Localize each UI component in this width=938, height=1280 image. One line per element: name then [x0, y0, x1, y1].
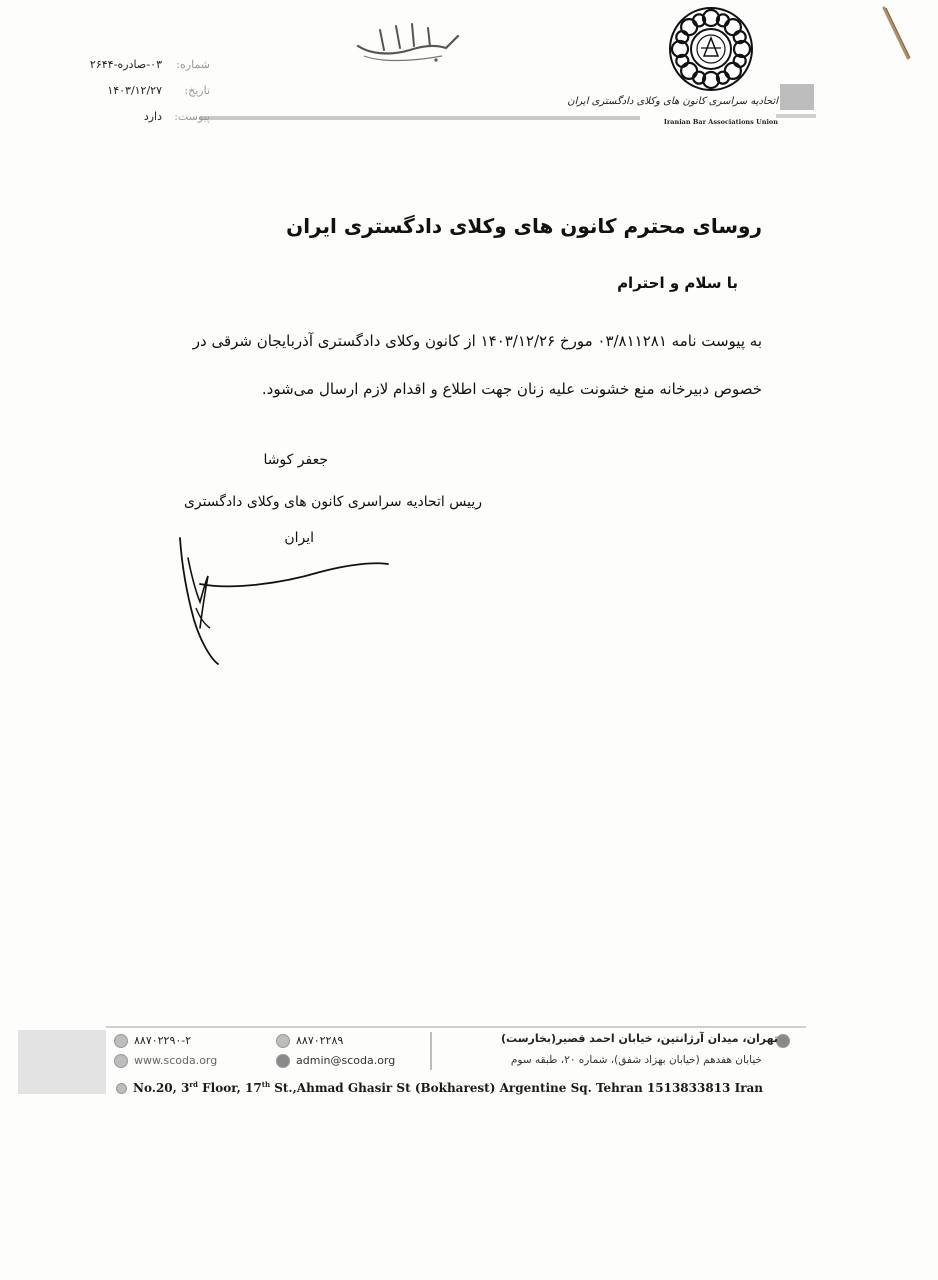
signer-name: جعفر کوشا: [263, 452, 328, 468]
footer-website: [114, 1054, 217, 1068]
address-en-part-1: No.20, 3: [133, 1081, 190, 1095]
footer-separator: [430, 1032, 432, 1070]
meta-date-label: تاریخ:: [184, 84, 210, 97]
seal-emblem-icon: [668, 6, 754, 92]
letter-greeting: با سلام و احترام: [617, 274, 738, 292]
handwritten-signature: [170, 528, 390, 668]
bismillah-calligraphy: [350, 16, 470, 66]
footer-email: [276, 1054, 395, 1068]
letter-body-line-1: به پیوست نامه ۰۳/۸۱۱۲۸۱ مورخ ۱۴۰۳/۱۲/۲۶ از کانون وکلای دادگستری آذربایجان شرقی در: [192, 332, 762, 350]
meta-number-value: ۰۳-صادره-۲۶۴۴: [89, 58, 162, 71]
address-en-part-3: St.,Ahmad Ghasir St (Bokharest) Argentine Sq. Tehran 1513833813 Iran: [270, 1081, 764, 1095]
globe-icon: [114, 1054, 128, 1068]
meta-number-row: [30, 58, 210, 84]
meta-date-row: [30, 84, 210, 110]
location-icon: [776, 1034, 790, 1048]
meta-date-value: ۱۴۰۳/۱۲/۲۷: [107, 84, 162, 97]
pen-mark-decoration: [876, 4, 916, 64]
meta-number-label: شماره:: [176, 58, 210, 71]
address-persian-line-2: خیابان هفدهم (خیابان بهزاد شفق)، شماره ۲۰، طبقه سوم: [510, 1054, 762, 1066]
letter-meta: [30, 58, 210, 136]
meta-attachment-row: [30, 110, 210, 136]
logo-caption-persian: اتحادیه سراسری کانون های وکلای دادگستری ایران: [567, 96, 778, 107]
address-en-sup-1: rd: [189, 1080, 198, 1089]
meta-attachment-value: دارد: [143, 110, 162, 123]
email-text: admin@scoda.org: [296, 1054, 396, 1067]
address-en-sup-2: th: [261, 1080, 271, 1089]
phone-number: ۸۸۷۰۲۲۸۹: [296, 1034, 344, 1047]
location-icon-small: [116, 1083, 127, 1094]
phone-icon: [276, 1034, 290, 1048]
header-grey-bar: [776, 114, 816, 118]
footer-grey-block: [18, 1030, 106, 1094]
logo-caption-english: Iranian Bar Associations Union: [663, 118, 778, 126]
footer-phone: [276, 1034, 343, 1048]
signer-title-continued: ایران: [284, 530, 314, 546]
footer-divider: [106, 1026, 806, 1028]
letter-addressee: روسای محترم کانون های وکلای دادگستری ایران: [286, 214, 762, 238]
website-text: www.scoda.org: [134, 1054, 218, 1067]
email-icon: [276, 1054, 290, 1068]
header-grey-block: [780, 84, 814, 110]
signer-title: رییس اتحادیه سراسری کانون های وکلای دادگستری: [183, 494, 482, 510]
letter-body-line-2: خصوص دبیرخانه منع خشونت علیه زنان جهت اطلاع و اقدام لازم ارسال می‌شود.: [261, 380, 762, 398]
footer-fax: [114, 1034, 191, 1048]
fax-number: ۸۸۷۰۲۲۹۰-۲: [134, 1034, 192, 1047]
header-divider: [200, 116, 640, 120]
meta-attachment-label: پیوست:: [174, 110, 210, 123]
organization-logo: [567, 6, 780, 126]
address-english: [116, 1080, 763, 1095]
fax-icon: [114, 1034, 128, 1048]
address-persian-line-1: تهران، میدان آرژانتین، خیابان احمد قصیر(بخارست): [501, 1032, 778, 1045]
address-en-part-2: Floor, 17: [197, 1081, 262, 1095]
